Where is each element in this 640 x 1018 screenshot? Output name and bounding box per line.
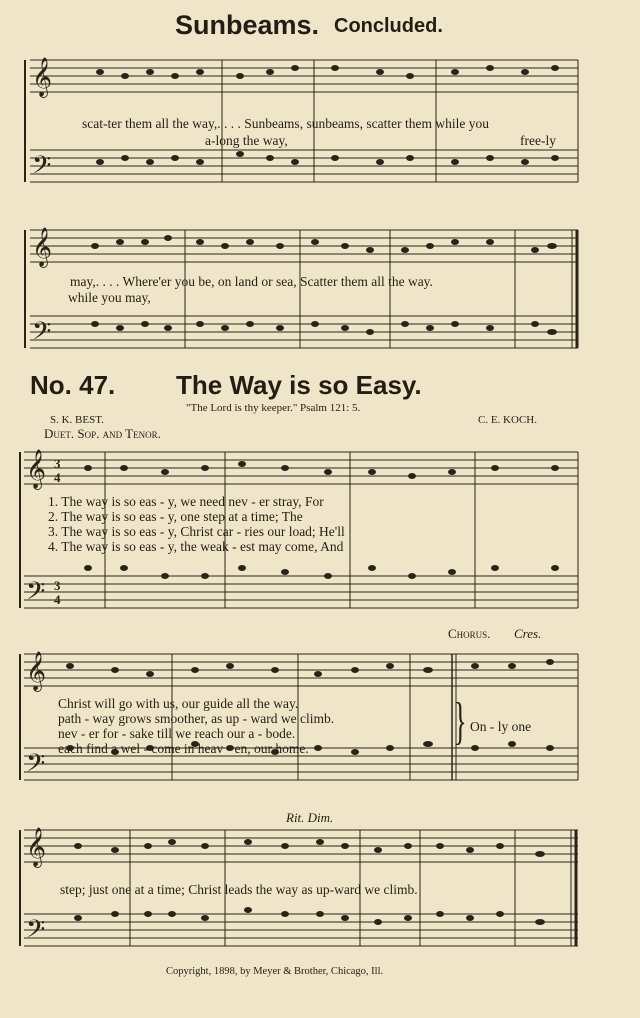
sunbeams-lyric-5: while you may, [68,290,151,305]
svg-text:𝄢: 𝄢 [26,578,46,611]
hymn-composer: C. E. KOCH. [478,414,537,426]
svg-text:𝄞: 𝄞 [26,451,47,488]
svg-text:𝄞: 𝄞 [32,59,53,96]
song-subtitle: Concluded. [334,15,443,37]
cres-marking: Cres. [514,626,542,641]
chorus-label: Chorus. [448,626,491,641]
song-title: Sunbeams. [175,10,320,40]
hymn-voicing: Duet. Sop. and Tenor. [44,426,161,441]
rit-dim-marking: Rit. Dim. [286,810,334,825]
verse-4-line-a: 4. The way is so eas - y, the weak - est may come, And [48,539,344,554]
svg-text:𝄞: 𝄞 [32,229,53,266]
svg-text:3: 3 [54,456,61,471]
final-lyric-line: step; just one at a time; Christ leads the way as up-ward we climb. [60,882,418,897]
svg-text:𝄢: 𝄢 [32,318,52,351]
hymn-author: S. K. BEST. [50,414,104,426]
hymn-number: No. 47. [30,370,116,400]
svg-text:4: 4 [54,470,61,485]
verse-2-line-a: 2. The way is so eas - y, one step at a time; The [48,509,303,524]
sunbeams-lyric-2: a-long the way, [205,133,288,148]
verse-3-line-b: nev - er for - sake till we reach our a - bode. [58,726,296,741]
verse-1-line-a: 1. The way is so eas - y, we need nev - er stray, For [48,494,324,509]
svg-text:4: 4 [54,592,61,607]
sunbeams-lyric-4: may,. . . . Where'er you be, on land or sea, Scatter them all the way. [70,274,433,289]
sunbeams-lyric-3: free-ly [520,133,556,148]
verse-3-line-a: 3. The way is so eas - y, Christ car - ries our load; He'll [48,524,345,539]
svg-text:𝄢: 𝄢 [26,750,46,783]
svg-text:𝄢: 𝄢 [26,916,46,949]
verse-2-line-b: path - way grows smoother, as up - ward we climb. [58,711,335,726]
verse-4-line-b: each find a wel - come in heav - en, our home. [58,741,309,756]
svg-text:𝄢: 𝄢 [32,152,52,185]
hymn-title: The Way is so Easy. [176,370,422,400]
svg-text:𝄞: 𝄞 [26,829,47,866]
copyright: Copyright, 1898, by Meyer & Brother, Chicago, Ill. [166,966,384,977]
sunbeams-lyric-1: scat-ter them all the way,. . . . Sunbeams, sunbeams, scatter them while you [82,116,490,131]
chorus-words: On - ly one [470,719,532,734]
verse-1-line-b: Christ will go with us, our guide all the way. [58,696,299,711]
hymn-epigraph: "The Lord is thy keeper." Psalm 121: 5. [186,402,361,414]
svg-text:3: 3 [54,578,61,593]
verse-brace: } [454,693,467,750]
svg-text:𝄞: 𝄞 [26,653,47,690]
